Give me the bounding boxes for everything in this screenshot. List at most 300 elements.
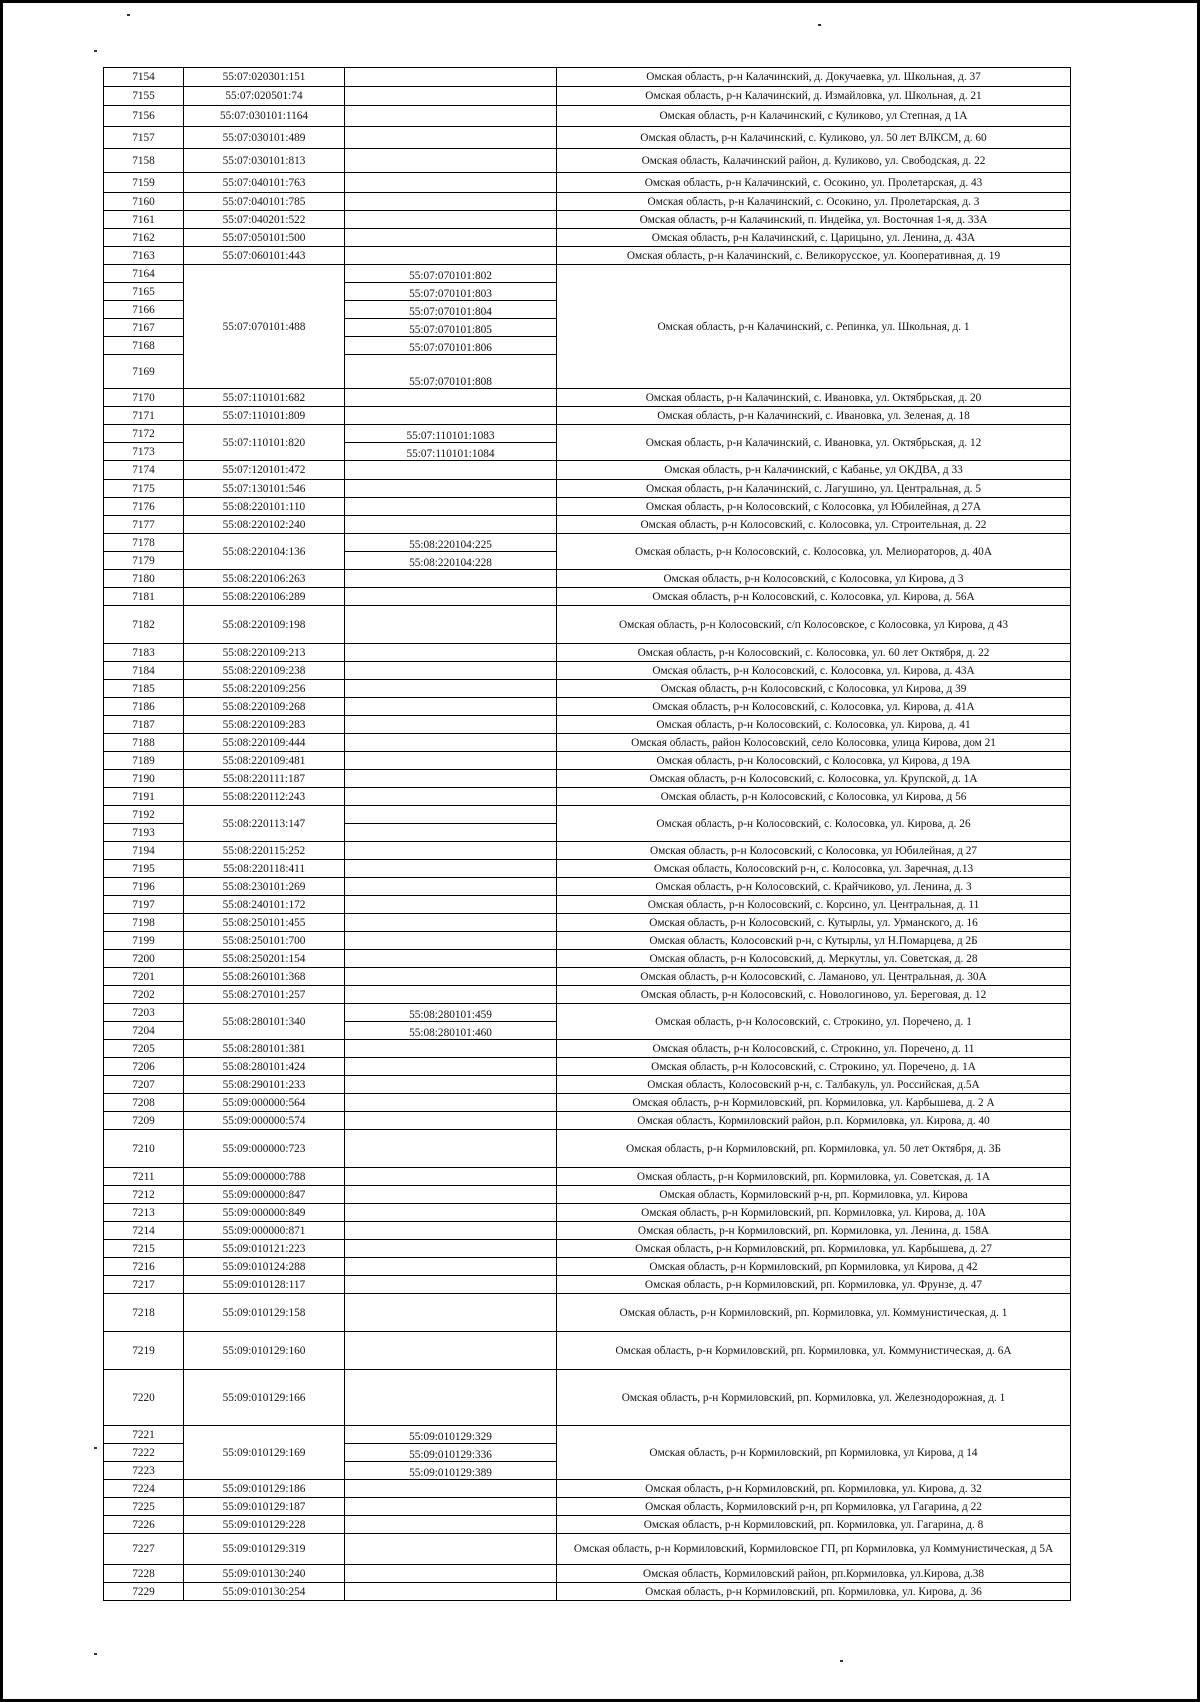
linked-cadastral-number	[345, 1258, 557, 1276]
address: Омская область, р-н Калачинский, с. Царицыно, ул. Ленина, д. 43А	[557, 229, 1071, 247]
row-number: 7166	[104, 301, 184, 319]
table-row	[104, 211, 1071, 229]
row-number: 7210	[104, 1130, 184, 1168]
cadastral-number: 55:09:000000:723	[184, 1130, 345, 1168]
cadastral-number: 55:07:020301:151	[184, 68, 345, 87]
linked-cadastral-number	[345, 662, 557, 680]
address: Омская область, р-н Кормиловский, рп. Кормиловка, ул. 50 лет Октября, д. 3Б	[557, 1130, 1071, 1168]
address: Омская область, р-н Колосовский, с. Колосовка, ул. 60 лет Октября, д. 22	[557, 644, 1071, 662]
address: Омская область, р-н Калачинский, с Куликово, ул Степная, д 1А	[557, 106, 1071, 127]
address: Омская область, р-н Колосовский, с Колосовка, ул Кирова, д 19А	[557, 752, 1071, 770]
address: Омская область, р-н Колосовский, с Колосовка, ул Юбилейная, д 27А	[557, 498, 1071, 516]
linked-cadastral-number	[345, 461, 557, 480]
address: Омская область, р-н Кормиловский, рп. Кормиловка, ул. Фрунзе, д. 47	[557, 1276, 1071, 1294]
cadastral-number: 55:09:000000:849	[184, 1204, 345, 1222]
table-row	[104, 1516, 1071, 1534]
linked-cadastral-number	[345, 498, 557, 516]
table-body	[104, 68, 1071, 1601]
table-row	[104, 698, 1071, 716]
row-number: 7220	[104, 1370, 184, 1426]
row-number: 7167	[104, 319, 184, 337]
cadastral-number: 55:08:220111:187	[184, 770, 345, 788]
address: Омская область, р-н Кормиловский, рп Кормиловка, ул Кирова, д 14	[557, 1426, 1071, 1480]
row-number: 7187	[104, 716, 184, 734]
table-row	[104, 229, 1071, 247]
scan-speck	[94, 1447, 97, 1449]
linked-cadastral-number	[345, 516, 557, 534]
cadastral-number: 55:09:000000:574	[184, 1112, 345, 1130]
linked-cadastral-number	[345, 1112, 557, 1130]
address: Омская область, р-н Колосовский, с. Строкино, ул. Поречено, д. 1А	[557, 1058, 1071, 1076]
table-row	[104, 1186, 1071, 1204]
table-row	[104, 498, 1071, 516]
table-row	[104, 149, 1071, 173]
cadastral-number: 55:08:220112:243	[184, 788, 345, 806]
row-number: 7169	[104, 355, 184, 389]
cadastral-number: 55:08:220109:238	[184, 662, 345, 680]
address: Омская область, р-н Колосовский, с. Колосовка, ул. Кирова, д. 41А	[557, 698, 1071, 716]
table-row	[104, 1222, 1071, 1240]
table-row	[104, 1480, 1071, 1498]
linked-cadastral-number	[345, 1058, 557, 1076]
table-row	[104, 1168, 1071, 1186]
address: Омская область, р-н Калачинский, с. Лагушино, ул. Центральная, д. 5	[557, 480, 1071, 498]
address: Омская область, р-н Калачинский, с. Ивановка, ул. Октябрьская, д. 20	[557, 389, 1071, 407]
row-number: 7158	[104, 149, 184, 173]
table-row	[104, 516, 1071, 534]
linked-cadastral-number	[345, 1534, 557, 1565]
cadastral-number: 55:09:010121:223	[184, 1240, 345, 1258]
document-page	[103, 67, 1070, 1601]
table-row	[104, 1565, 1071, 1583]
table-row	[104, 1094, 1071, 1112]
address: Омская область, Колосовский р-н, с. Колосовка, ул. Заречная, д.13	[557, 860, 1071, 878]
row-number: 7185	[104, 680, 184, 698]
table-row	[104, 87, 1071, 106]
cadastral-number: 55:09:010129:186	[184, 1480, 345, 1498]
table-row	[104, 752, 1071, 770]
row-number: 7221	[104, 1426, 184, 1444]
row-number: 7172	[104, 425, 184, 443]
table-row	[104, 914, 1071, 932]
linked-cadastral-number: 55:07:070101:806	[345, 337, 557, 355]
linked-cadastral-number	[345, 698, 557, 716]
row-number: 7186	[104, 698, 184, 716]
cadastral-number: 55:08:250101:700	[184, 932, 345, 950]
row-number: 7214	[104, 1222, 184, 1240]
row-number: 7191	[104, 788, 184, 806]
table-row	[104, 932, 1071, 950]
row-number: 7202	[104, 986, 184, 1004]
row-number: 7184	[104, 662, 184, 680]
table-row	[104, 265, 1071, 283]
address: Омская область, район Колосовский, село Колосовка, улица Кирова, дом 21	[557, 734, 1071, 752]
row-number: 7222	[104, 1444, 184, 1462]
linked-cadastral-number: 55:09:010129:329	[345, 1426, 557, 1444]
row-number: 7204	[104, 1022, 184, 1040]
row-number: 7196	[104, 878, 184, 896]
row-number: 7201	[104, 968, 184, 986]
row-number: 7156	[104, 106, 184, 127]
address: Омская область, р-н Колосовский, с. Корсино, ул. Центральная, д. 11	[557, 896, 1071, 914]
cadastral-number: 55:08:250101:455	[184, 914, 345, 932]
table-row	[104, 734, 1071, 752]
table-row	[104, 127, 1071, 149]
table-row	[104, 1040, 1071, 1058]
cadastral-number: 55:09:000000:564	[184, 1094, 345, 1112]
linked-cadastral-number	[345, 1040, 557, 1058]
cadastral-number: 55:07:110101:820	[184, 425, 345, 461]
row-number: 7168	[104, 337, 184, 355]
row-number: 7213	[104, 1204, 184, 1222]
row-number: 7155	[104, 87, 184, 106]
cadastral-number: 55:07:040201:522	[184, 211, 345, 229]
table-row	[104, 534, 1071, 552]
address: Омская область, р-н Колосовский, д. Меркутлы, ул. Советская, д. 28	[557, 950, 1071, 968]
row-number: 7216	[104, 1258, 184, 1276]
cadastral-number: 55:08:250201:154	[184, 950, 345, 968]
row-number: 7198	[104, 914, 184, 932]
row-number: 7228	[104, 1565, 184, 1583]
row-number: 7223	[104, 1462, 184, 1480]
table-row	[104, 1130, 1071, 1168]
address: Омская область, р-н Колосовский, с. Ламаново, ул. Центральная, д. 30А	[557, 968, 1071, 986]
address: Омская область, Кормиловский р-н, рп. Кормиловка, ул. Кирова	[557, 1186, 1071, 1204]
linked-cadastral-number	[345, 824, 557, 842]
linked-cadastral-number: 55:07:070101:804	[345, 301, 557, 319]
row-number: 7212	[104, 1186, 184, 1204]
linked-cadastral-number: 55:08:280101:460	[345, 1022, 557, 1040]
row-number: 7188	[104, 734, 184, 752]
row-number: 7200	[104, 950, 184, 968]
row-number: 7211	[104, 1168, 184, 1186]
cadastral-number: 55:09:010130:254	[184, 1583, 345, 1601]
cadastral-number: 55:08:220113:147	[184, 806, 345, 842]
cadastral-number: 55:08:220109:283	[184, 716, 345, 734]
cadastral-number: 55:08:240101:172	[184, 896, 345, 914]
linked-cadastral-number: 55:07:070101:802	[345, 265, 557, 283]
row-number: 7162	[104, 229, 184, 247]
linked-cadastral-number	[345, 950, 557, 968]
cadastral-number: 55:07:040101:785	[184, 193, 345, 211]
table-row	[104, 1426, 1071, 1444]
table-row	[104, 644, 1071, 662]
linked-cadastral-number	[345, 247, 557, 265]
table-row	[104, 570, 1071, 588]
cadastral-number: 55:07:130101:546	[184, 480, 345, 498]
row-number: 7206	[104, 1058, 184, 1076]
linked-cadastral-number	[345, 986, 557, 1004]
cadastral-number: 55:09:010128:117	[184, 1276, 345, 1294]
linked-cadastral-number	[345, 407, 557, 425]
table-row	[104, 770, 1071, 788]
cadastral-number: 55:08:280101:381	[184, 1040, 345, 1058]
table-row	[104, 1276, 1071, 1294]
scan-speck	[127, 14, 130, 16]
table-row	[104, 389, 1071, 407]
address: Омская область, Калачинский район, д. Куликово, ул. Свободская, д. 22	[557, 149, 1071, 173]
address: Омская область, р-н Колосовский, с. Колосовка, ул. Строительная, д. 22	[557, 516, 1071, 534]
table-row	[104, 1534, 1071, 1565]
cadastral-number: 55:08:220106:289	[184, 588, 345, 606]
row-number: 7159	[104, 173, 184, 193]
table-row	[104, 247, 1071, 265]
address: Омская область, р-н Колосовский, с. Колосовка, ул. Кирова, д. 26	[557, 806, 1071, 842]
linked-cadastral-number	[345, 788, 557, 806]
cadastral-number: 55:09:010129:160	[184, 1332, 345, 1370]
linked-cadastral-number	[345, 896, 557, 914]
table-row	[104, 950, 1071, 968]
address: Омская область, р-н Кормиловский, рп. Кормиловка, ул. Карбышева, д. 2 А	[557, 1094, 1071, 1112]
cadastral-number: 55:08:260101:368	[184, 968, 345, 986]
address: Омская область, р-н Колосовский, с Колосовка, ул Кирова, д 3	[557, 570, 1071, 588]
address: Омская область, Колосовский р-н, с. Талбакуль, ул. Российская, д.5А	[557, 1076, 1071, 1094]
row-number: 7207	[104, 1076, 184, 1094]
address: Омская область, р-н Калачинский, п. Индейка, ул. Восточная 1-я, д. 33А	[557, 211, 1071, 229]
address: Омская область, р-н Калачинский, с. Великорусское, ул. Кооперативная, д. 19	[557, 247, 1071, 265]
row-number: 7160	[104, 193, 184, 211]
linked-cadastral-number: 55:07:110101:1083	[345, 425, 557, 443]
address: Омская область, р-н Колосовский, с/п Колосовское, с Колосовка, ул Кирова, д 43	[557, 606, 1071, 644]
table-row	[104, 606, 1071, 644]
address: Омская область, р-н Калачинский, д. Докучаевка, ул. Школьная, д. 37	[557, 68, 1071, 87]
table-row	[104, 425, 1071, 443]
address: Омская область, р-н Кормиловский, рп. Кормиловка, ул. Коммунистическая, д. 1	[557, 1294, 1071, 1332]
table-row	[104, 896, 1071, 914]
table-row	[104, 860, 1071, 878]
row-number: 7208	[104, 1094, 184, 1112]
address: Омская область, р-н Колосовский, с. Колосовка, ул. Кирова, д. 41	[557, 716, 1071, 734]
row-number: 7195	[104, 860, 184, 878]
cadastral-number: 55:08:220101:110	[184, 498, 345, 516]
row-number: 7219	[104, 1332, 184, 1370]
linked-cadastral-number	[345, 1332, 557, 1370]
address: Омская область, р-н Калачинский, с. Репинка, ул. Школьная, д. 1	[557, 265, 1071, 389]
linked-cadastral-number	[345, 173, 557, 193]
row-number: 7224	[104, 1480, 184, 1498]
row-number: 7161	[104, 211, 184, 229]
cadastral-number: 55:08:220109:268	[184, 698, 345, 716]
linked-cadastral-number	[345, 606, 557, 644]
table-row	[104, 878, 1071, 896]
linked-cadastral-number	[345, 860, 557, 878]
linked-cadastral-number	[345, 588, 557, 606]
linked-cadastral-number: 55:08:220104:228	[345, 552, 557, 570]
linked-cadastral-number	[345, 68, 557, 87]
row-number: 7178	[104, 534, 184, 552]
table-row	[104, 68, 1071, 87]
row-number: 7189	[104, 752, 184, 770]
row-number: 7226	[104, 1516, 184, 1534]
table-row	[104, 806, 1071, 824]
row-number: 7181	[104, 588, 184, 606]
cadastral-number: 55:08:220109:213	[184, 644, 345, 662]
linked-cadastral-number	[345, 87, 557, 106]
table-row	[104, 986, 1071, 1004]
address: Омская область, р-н Колосовский, с. Колосовка, ул. Кирова, д. 56А	[557, 588, 1071, 606]
address: Омская область, р-н Калачинский, с. Куликово, ул. 50 лет ВЛКСМ, д. 60	[557, 127, 1071, 149]
address: Омская область, Кормиловский район, р.п. Кормиловка, ул. Кирова, д. 40	[557, 1112, 1071, 1130]
linked-cadastral-number	[345, 1516, 557, 1534]
cadastral-number: 55:08:220115:252	[184, 842, 345, 860]
address: Омская область, р-н Колосовский, с Колосовка, ул Юбилейная, д 27	[557, 842, 1071, 860]
linked-cadastral-number	[345, 644, 557, 662]
row-number: 7205	[104, 1040, 184, 1058]
linked-cadastral-number	[345, 211, 557, 229]
table-row	[104, 1258, 1071, 1276]
table-row	[104, 480, 1071, 498]
row-number: 7203	[104, 1004, 184, 1022]
row-number: 7164	[104, 265, 184, 283]
cadastral-number: 55:09:010129:169	[184, 1426, 345, 1480]
cadastral-number: 55:08:220109:198	[184, 606, 345, 644]
linked-cadastral-number: 55:07:070101:805	[345, 319, 557, 337]
table-row	[104, 968, 1071, 986]
linked-cadastral-number	[345, 1222, 557, 1240]
table-row	[104, 1076, 1071, 1094]
row-number: 7179	[104, 552, 184, 570]
address: Омская область, р-н Колосовский, с. Колосовка, ул. Крупской, д. 1А	[557, 770, 1071, 788]
row-number: 7229	[104, 1583, 184, 1601]
linked-cadastral-number	[345, 229, 557, 247]
row-number: 7193	[104, 824, 184, 842]
cadastral-number: 55:08:220109:481	[184, 752, 345, 770]
linked-cadastral-number	[345, 806, 557, 824]
linked-cadastral-number	[345, 968, 557, 986]
table-row	[104, 461, 1071, 480]
row-number: 7194	[104, 842, 184, 860]
cadastral-number: 55:08:280101:340	[184, 1004, 345, 1040]
row-number: 7163	[104, 247, 184, 265]
linked-cadastral-number	[345, 1370, 557, 1426]
table-row	[104, 588, 1071, 606]
linked-cadastral-number: 55:09:010129:336	[345, 1444, 557, 1462]
cadastral-number: 55:09:010129:166	[184, 1370, 345, 1426]
row-number: 7197	[104, 896, 184, 914]
linked-cadastral-number: 55:07:110101:1084	[345, 443, 557, 461]
linked-cadastral-number	[345, 1480, 557, 1498]
linked-cadastral-number	[345, 734, 557, 752]
table-row	[104, 788, 1071, 806]
cadastral-number: 55:08:220109:256	[184, 680, 345, 698]
row-number: 7176	[104, 498, 184, 516]
row-number: 7199	[104, 932, 184, 950]
linked-cadastral-number	[345, 752, 557, 770]
table-row	[104, 680, 1071, 698]
row-number: 7183	[104, 644, 184, 662]
row-number: 7182	[104, 606, 184, 644]
address: Омская область, р-н Калачинский, с. Осокино, ул. Пролетарская, д. 3	[557, 193, 1071, 211]
row-number: 7209	[104, 1112, 184, 1130]
table-row	[104, 716, 1071, 734]
scan-speck	[94, 50, 97, 52]
address: Омская область, Кормиловский район, рп.Кормиловка, ул.Кирова, д.38	[557, 1565, 1071, 1583]
table-row	[104, 1058, 1071, 1076]
address: Омская область, р-н Кормиловский, рп. Кормиловка, ул. Кирова, д. 36	[557, 1583, 1071, 1601]
address: Омская область, Колосовский р-н, с Кутырлы, ул Н.Помарцева, д 2Б	[557, 932, 1071, 950]
linked-cadastral-number	[345, 1186, 557, 1204]
cadastral-number: 55:09:010129:228	[184, 1516, 345, 1534]
row-number: 7225	[104, 1498, 184, 1516]
linked-cadastral-number	[345, 1204, 557, 1222]
linked-cadastral-number	[345, 932, 557, 950]
cadastral-number: 55:09:000000:847	[184, 1186, 345, 1204]
cadastral-number: 55:09:010129:187	[184, 1498, 345, 1516]
address: Омская область, р-н Кормиловский, рп. Кормиловка, ул. Советская, д. 1А	[557, 1168, 1071, 1186]
row-number: 7165	[104, 283, 184, 301]
linked-cadastral-number	[345, 1168, 557, 1186]
cadastral-number: 55:08:220102:240	[184, 516, 345, 534]
address: Омская область, р-н Кормиловский, Кормиловское ГП, рп Кормиловка, ул Коммунистическая, д 5А	[557, 1534, 1071, 1565]
cadastral-number: 55:07:060101:443	[184, 247, 345, 265]
scan-speck	[94, 1653, 97, 1655]
row-number: 7157	[104, 127, 184, 149]
address: Омская область, р-н Калачинский, с. Ивановка, ул. Зеленая, д. 18	[557, 407, 1071, 425]
table-row	[104, 173, 1071, 193]
cadastral-number: 55:07:030101:813	[184, 149, 345, 173]
table-row	[104, 407, 1071, 425]
row-number: 7192	[104, 806, 184, 824]
address: Омская область, р-н Калачинский, с Кабанье, ул ОКДВА, д 33	[557, 461, 1071, 480]
linked-cadastral-number	[345, 1130, 557, 1168]
cadastral-number: 55:09:010130:240	[184, 1565, 345, 1583]
cadastral-number: 55:09:010124:288	[184, 1258, 345, 1276]
address: Омская область, р-н Колосовский, с. Строкино, ул. Поречено, д. 11	[557, 1040, 1071, 1058]
cadastral-number: 55:08:220106:263	[184, 570, 345, 588]
address: Омская область, р-н Кормиловский, рп. Кормиловка, ул. Карбышева, д. 27	[557, 1240, 1071, 1258]
cadastral-number: 55:08:220109:444	[184, 734, 345, 752]
table-row	[104, 1112, 1071, 1130]
table-row	[104, 1294, 1071, 1332]
linked-cadastral-number	[345, 127, 557, 149]
scan-speck	[818, 24, 821, 26]
row-number: 7215	[104, 1240, 184, 1258]
cadastral-number: 55:08:220118:411	[184, 860, 345, 878]
address: Омская область, р-н Колосовский, с. Колосовка, ул. Мелиораторов, д. 40А	[557, 534, 1071, 570]
linked-cadastral-number: 55:09:010129:389	[345, 1462, 557, 1480]
row-number: 7175	[104, 480, 184, 498]
row-number: 7174	[104, 461, 184, 480]
address: Омская область, р-н Колосовский, с. Колосовка, ул. Кирова, д. 43А	[557, 662, 1071, 680]
table-row	[104, 1240, 1071, 1258]
cadastral-number: 55:08:230101:269	[184, 878, 345, 896]
row-number: 7154	[104, 68, 184, 87]
linked-cadastral-number	[345, 389, 557, 407]
address: Омская область, р-н Кормиловский, рп. Кормиловка, ул. Ленина, д. 158А	[557, 1222, 1071, 1240]
cadastral-number: 55:08:290101:233	[184, 1076, 345, 1094]
linked-cadastral-number	[345, 1565, 557, 1583]
linked-cadastral-number	[345, 1276, 557, 1294]
address: Омская область, р-н Кормиловский, рп. Кормиловка, ул. Гагарина, д. 8	[557, 1516, 1071, 1534]
cadastral-number: 55:07:030101:489	[184, 127, 345, 149]
address: Омская область, р-н Колосовский, с. Строкино, ул. Поречено, д. 1	[557, 1004, 1071, 1040]
table-row	[104, 1204, 1071, 1222]
table-row	[104, 1332, 1071, 1370]
row-number: 7173	[104, 443, 184, 461]
cadastral-number: 55:09:000000:871	[184, 1222, 345, 1240]
address: Омская область, р-н Кормиловский, рп. Кормиловка, ул. Железнодорожная, д. 1	[557, 1370, 1071, 1426]
linked-cadastral-number: 55:08:220104:225	[345, 534, 557, 552]
linked-cadastral-number	[345, 770, 557, 788]
linked-cadastral-number	[345, 1498, 557, 1516]
address: Омская область, р-н Калачинский, с. Ивановка, ул. Октябрьская, д. 12	[557, 425, 1071, 461]
row-number: 7227	[104, 1534, 184, 1565]
linked-cadastral-number	[345, 1583, 557, 1601]
linked-cadastral-number	[345, 878, 557, 896]
cadastral-number: 55:07:110101:809	[184, 407, 345, 425]
table-row	[104, 662, 1071, 680]
table-row	[104, 193, 1071, 211]
